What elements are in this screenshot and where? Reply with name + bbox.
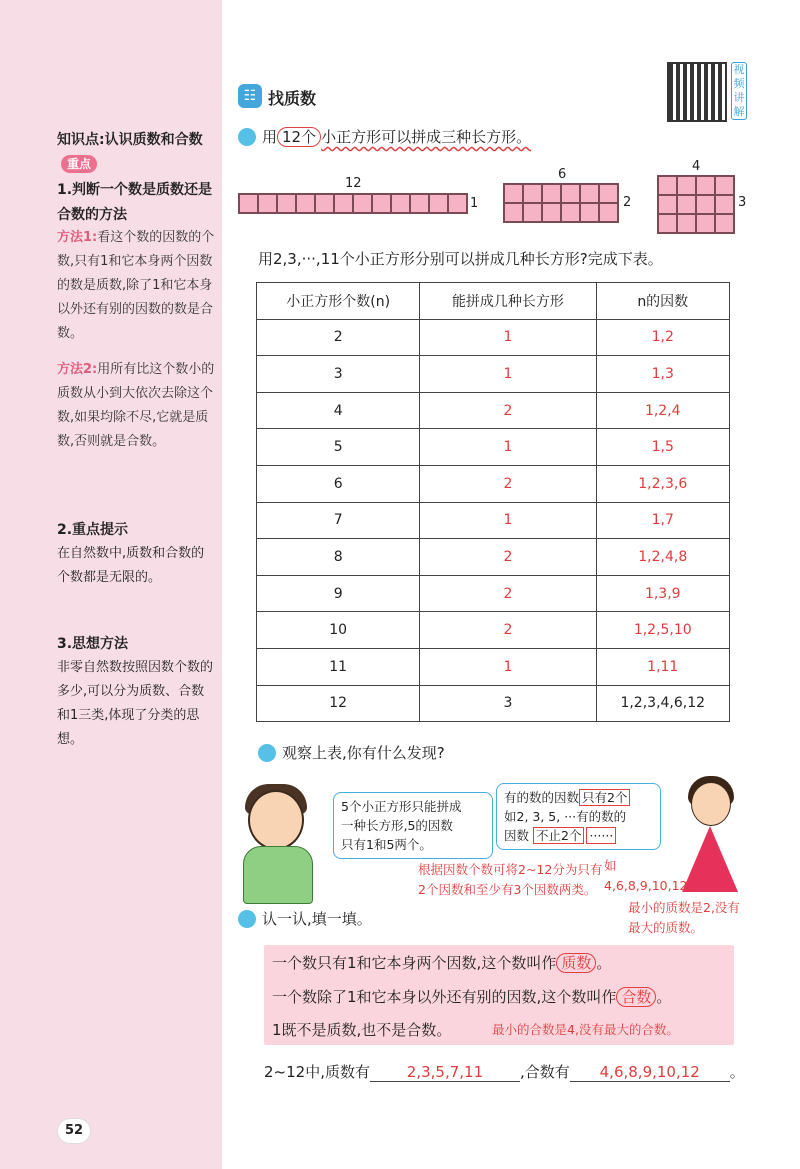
table-header-row	[257, 283, 730, 320]
cell-n: 6	[257, 465, 420, 502]
cell-n: 8	[257, 539, 420, 576]
fill-title: 认一认,填一填。	[262, 910, 372, 928]
bullet-dot-icon	[258, 744, 276, 762]
one-definition: 1既不是质数,也不是合数。	[272, 1021, 452, 1039]
table-row	[257, 502, 730, 539]
section3-title: 3.思想方法	[57, 636, 129, 652]
knowledge-heading: 知识点:认识质数和合数重点	[57, 132, 203, 171]
girl-avatar	[691, 782, 731, 826]
table-row	[257, 539, 730, 576]
cell-factors[interactable]: 1,2,4,8	[596, 539, 729, 576]
boy-avatar	[248, 790, 304, 850]
table-row	[257, 612, 730, 649]
cell-rects[interactable]: 2	[420, 392, 596, 429]
cell-n: 7	[257, 502, 420, 539]
cell-factors: 1,2,3,4,6,12	[596, 685, 729, 722]
final-fill-line: 2~12中,质数有 2,3,5,7,11 ,合数有 4,6,8,9,10,12 。	[264, 1063, 745, 1081]
qr-label: 视频讲解	[731, 62, 747, 120]
book-icon: ☷	[238, 84, 262, 108]
table-row	[257, 685, 730, 722]
table-row	[257, 575, 730, 612]
cell-factors[interactable]: 1,2,5,10	[596, 612, 729, 649]
section1-title: 1.判断一个数是质数还是合数的方法	[57, 182, 213, 223]
cell-rects[interactable]: 1	[420, 648, 596, 685]
rect1-side-label: 1	[470, 196, 479, 211]
rect3-top-label: 4	[692, 159, 701, 174]
intro-text: 用 12个 小正方形可以拼成三种长方形。	[262, 128, 532, 146]
classification-note: 根据因数个数可将2~12分为只有2个因数和至少有3个因数两类。	[418, 862, 603, 897]
rect-1x12	[238, 193, 468, 214]
table-row	[257, 465, 730, 502]
girl-bubble-line: 因数 不止2个 ······	[504, 826, 653, 845]
cell-n: 9	[257, 575, 420, 612]
rect2-side-label: 2	[623, 195, 632, 210]
cell-rects[interactable]: 1	[420, 356, 596, 393]
table-question: 用2,3,···,11个小正方形分别可以拼成几种长方形?完成下表。	[258, 250, 663, 268]
girl-bubble-line: 如2, 3, 5, ···有的数的	[504, 809, 627, 824]
cell-n: 2	[257, 319, 420, 356]
col-header-count: 小正方形个数(n)	[257, 283, 420, 320]
composites-answer[interactable]: 4,6,8,9,10,12	[570, 1063, 730, 1082]
smallest-composite-note: 最小的合数是4,没有最大的合数。	[492, 1022, 679, 1037]
prime-answer[interactable]: 质数	[556, 953, 596, 973]
cell-factors[interactable]: 1,7	[596, 502, 729, 539]
cell-n: 11	[257, 648, 420, 685]
method2: 方法2:用所有比这个数小的质数从小到大依次去除这个数,如果均除不尽,它就是质数,否则就是合数。	[57, 362, 215, 449]
rect3-side-label: 3	[738, 195, 747, 210]
prime-definition: 一个数只有1和它本身两个因数,这个数叫作 质数 。	[272, 954, 612, 972]
section3-text: 非零自然数按照因数个数的多少,可以分为质数、合数和1三类,体现了分类的思想。	[57, 660, 214, 747]
girl-speech-bubble	[496, 783, 661, 850]
cell-n: 5	[257, 429, 420, 466]
cell-rects[interactable]: 2	[420, 575, 596, 612]
page-number: 52	[57, 1118, 91, 1144]
boy-bubble-line: 5个小正方形只能拼成	[341, 799, 462, 814]
rect-2x6	[503, 183, 619, 223]
cell-factors[interactable]: 1,3,9	[596, 575, 729, 612]
cell-factors[interactable]: 1,2,3,6	[596, 465, 729, 502]
col-header-rect-count: 能拼成几种长方形	[420, 283, 596, 320]
table-row	[257, 648, 730, 685]
smallest-prime-note: 最小的质数是2,没有最大的质数。	[628, 900, 740, 935]
table-row	[257, 356, 730, 393]
cell-n: 3	[257, 356, 420, 393]
cell-factors[interactable]: 1,2	[596, 319, 729, 356]
page-title: 找质数	[268, 89, 317, 108]
rect2-top-label: 6	[558, 167, 567, 182]
boy-body	[243, 846, 313, 904]
bullet-dot-icon	[238, 128, 256, 146]
cell-rects[interactable]: 2	[420, 612, 596, 649]
cell-rects[interactable]: 1	[420, 502, 596, 539]
cell-rects[interactable]: 2	[420, 539, 596, 576]
rect-3x4	[657, 175, 735, 234]
section2-text: 在自然数中,质数和合数的个数都是无限的。	[57, 546, 205, 585]
method1: 方法1:看这个数的因数的个数,只有1和它本身两个因数的数是质数,除了1和它本身以外还有别的因数的数是合数。	[57, 230, 215, 341]
cell-rects[interactable]: 1	[420, 429, 596, 466]
cell-rects[interactable]: 1	[420, 319, 596, 356]
table-row	[257, 319, 730, 356]
boy-bubble-line: 只有1和5两个。	[341, 837, 432, 852]
cell-n: 4	[257, 392, 420, 429]
table-row	[257, 392, 730, 429]
factor-table	[256, 282, 730, 722]
cell-factors[interactable]: 1,5	[596, 429, 729, 466]
boy-speech-bubble	[333, 792, 493, 859]
key-badge: 重点	[61, 155, 97, 173]
col-header-factors: n的因数	[596, 283, 729, 320]
cell-n: 12	[257, 685, 420, 722]
composite-definition: 一个数除了1和它本身以外还有别的因数,这个数叫作 合数 。	[272, 988, 672, 1006]
cell-rects: 3	[420, 685, 596, 722]
cell-factors[interactable]: 1,11	[596, 648, 729, 685]
composite-example-note: 如4,6,8,9,10,12。	[604, 858, 700, 893]
primes-answer[interactable]: 2,3,5,7,11	[370, 1063, 520, 1082]
qr-code-icon[interactable]	[667, 62, 727, 122]
section2-title: 2.重点提示	[57, 522, 129, 538]
cell-rects[interactable]: 2	[420, 465, 596, 502]
rect1-top-label: 12	[345, 176, 362, 191]
cell-factors[interactable]: 1,2,4	[596, 392, 729, 429]
cell-factors[interactable]: 1,3	[596, 356, 729, 393]
boy-bubble-line: 一种长方形,5的因数	[341, 818, 453, 833]
cell-n: 10	[257, 612, 420, 649]
observe-prompt: 观察上表,你有什么发现?	[282, 744, 445, 762]
table-row	[257, 429, 730, 466]
composite-answer[interactable]: 合数	[616, 987, 656, 1007]
girl-bubble-line: 有的数的因数 只有2个	[504, 788, 653, 807]
bullet-dot-icon	[238, 910, 256, 928]
